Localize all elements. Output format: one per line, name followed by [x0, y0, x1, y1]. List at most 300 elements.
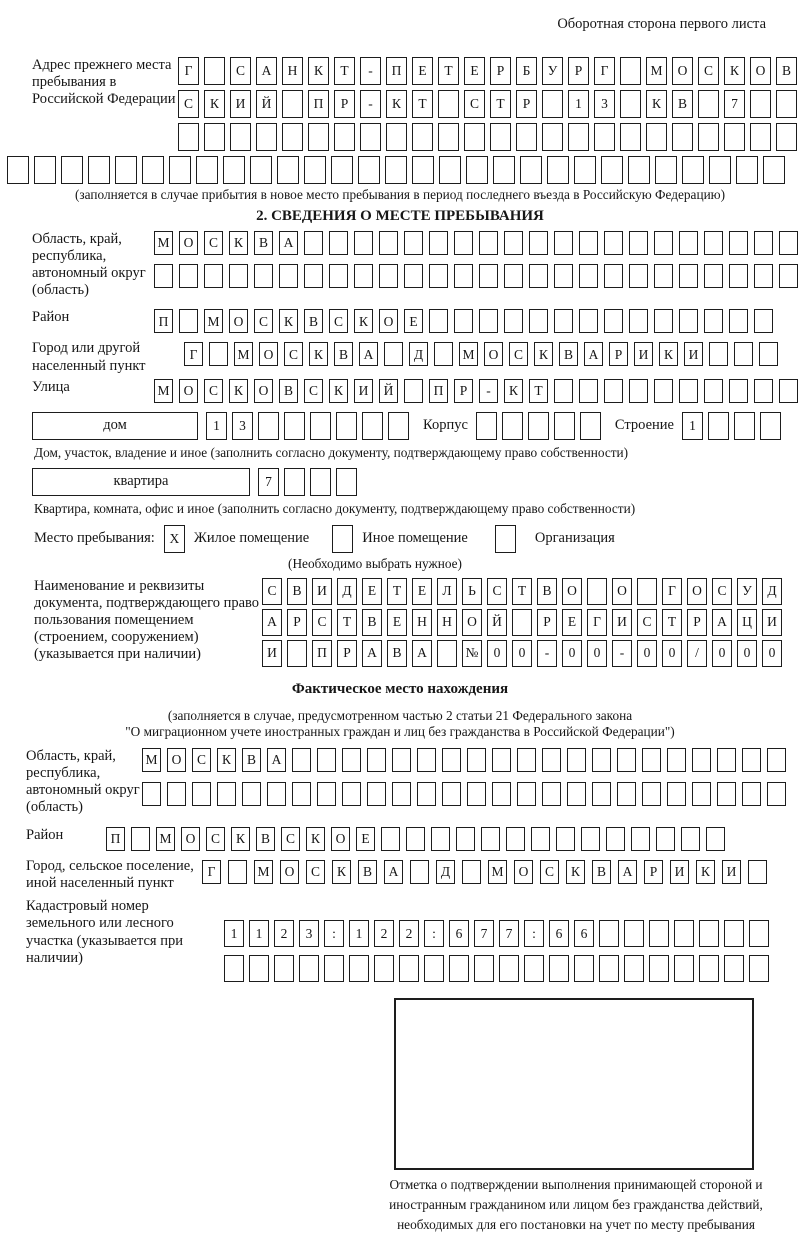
- char-cell[interactable]: [528, 412, 549, 440]
- char-cell[interactable]: М: [154, 231, 173, 255]
- char-cell[interactable]: [649, 955, 669, 982]
- char-cell[interactable]: [466, 156, 488, 184]
- char-cell[interactable]: [674, 955, 694, 982]
- char-cell[interactable]: [424, 955, 444, 982]
- char-cell[interactable]: [154, 264, 173, 288]
- char-cell[interactable]: [654, 264, 673, 288]
- char-cell[interactable]: [442, 748, 461, 772]
- char-cell[interactable]: Д: [337, 578, 357, 605]
- char-cell[interactable]: А: [256, 57, 277, 85]
- char-cell[interactable]: 0: [662, 640, 682, 667]
- char-cell[interactable]: М: [646, 57, 667, 85]
- oblast-row-1[interactable]: [154, 231, 798, 255]
- checkbox-organizatsiya[interactable]: [495, 525, 516, 553]
- char-cell[interactable]: [601, 156, 623, 184]
- char-cell[interactable]: К: [332, 860, 351, 884]
- char-cell[interactable]: М: [142, 748, 161, 772]
- char-cell[interactable]: [579, 264, 598, 288]
- char-cell[interactable]: [631, 827, 650, 851]
- fact-oblast-row-2[interactable]: [142, 782, 786, 806]
- char-cell[interactable]: [358, 156, 380, 184]
- char-cell[interactable]: [654, 309, 673, 333]
- char-cell[interactable]: Н: [437, 609, 457, 636]
- char-cell[interactable]: [679, 231, 698, 255]
- char-cell[interactable]: К: [229, 379, 248, 403]
- char-cell[interactable]: [439, 156, 461, 184]
- char-cell[interactable]: [412, 123, 433, 151]
- char-cell[interactable]: [354, 264, 373, 288]
- char-cell[interactable]: [580, 412, 601, 440]
- char-cell[interactable]: А: [267, 748, 286, 772]
- char-cell[interactable]: Т: [490, 90, 511, 118]
- char-cell[interactable]: [282, 123, 303, 151]
- prev-address-row-3[interactable]: [178, 123, 797, 151]
- char-cell[interactable]: [606, 827, 625, 851]
- char-cell[interactable]: С: [254, 309, 273, 333]
- char-cell[interactable]: [437, 640, 457, 667]
- char-cell[interactable]: Г: [184, 342, 203, 366]
- char-cell[interactable]: Р: [537, 609, 557, 636]
- char-cell[interactable]: [554, 231, 573, 255]
- char-cell[interactable]: О: [167, 748, 186, 772]
- char-cell[interactable]: О: [687, 578, 707, 605]
- char-cell[interactable]: [704, 264, 723, 288]
- char-cell[interactable]: [224, 955, 244, 982]
- char-cell[interactable]: [504, 231, 523, 255]
- char-cell[interactable]: [492, 782, 511, 806]
- char-cell[interactable]: М: [459, 342, 478, 366]
- char-cell[interactable]: [204, 264, 223, 288]
- char-cell[interactable]: [729, 309, 748, 333]
- char-cell[interactable]: П: [429, 379, 448, 403]
- char-cell[interactable]: [299, 955, 319, 982]
- char-cell[interactable]: К: [659, 342, 678, 366]
- char-cell[interactable]: [706, 827, 725, 851]
- char-cell[interactable]: [729, 231, 748, 255]
- char-cell[interactable]: [520, 156, 542, 184]
- char-cell[interactable]: К: [354, 309, 373, 333]
- char-cell[interactable]: С: [262, 578, 282, 605]
- char-cell[interactable]: И: [230, 90, 251, 118]
- char-cell[interactable]: [256, 123, 277, 151]
- dom-cells[interactable]: [206, 412, 409, 440]
- char-cell[interactable]: [334, 123, 355, 151]
- char-cell[interactable]: [417, 748, 436, 772]
- gorod-row[interactable]: [184, 342, 778, 366]
- char-cell[interactable]: [292, 748, 311, 772]
- char-cell[interactable]: [349, 955, 369, 982]
- char-cell[interactable]: [624, 955, 644, 982]
- document-row-1[interactable]: [262, 578, 782, 605]
- char-cell[interactable]: К: [566, 860, 585, 884]
- char-cell[interactable]: С: [312, 609, 332, 636]
- kvartira-cells[interactable]: [258, 468, 357, 496]
- stroenie-cells[interactable]: [682, 412, 781, 440]
- char-cell[interactable]: Й: [487, 609, 507, 636]
- char-cell[interactable]: 0: [637, 640, 657, 667]
- char-cell[interactable]: [724, 955, 744, 982]
- char-cell[interactable]: [679, 309, 698, 333]
- char-cell[interactable]: М: [234, 342, 253, 366]
- char-cell[interactable]: [310, 468, 331, 496]
- char-cell[interactable]: 1: [224, 920, 244, 947]
- char-cell[interactable]: [504, 309, 523, 333]
- char-cell[interactable]: [604, 309, 623, 333]
- ulitsa-row[interactable]: [154, 379, 798, 403]
- char-cell[interactable]: Д: [409, 342, 428, 366]
- char-cell[interactable]: П: [312, 640, 332, 667]
- char-cell[interactable]: Н: [412, 609, 432, 636]
- char-cell[interactable]: В: [592, 860, 611, 884]
- char-cell[interactable]: [192, 782, 211, 806]
- char-cell[interactable]: [604, 231, 623, 255]
- char-cell[interactable]: [381, 827, 400, 851]
- char-cell[interactable]: С: [306, 860, 325, 884]
- char-cell[interactable]: [734, 412, 755, 440]
- char-cell[interactable]: 7: [258, 468, 279, 496]
- char-cell[interactable]: П: [308, 90, 329, 118]
- char-cell[interactable]: В: [254, 231, 273, 255]
- char-cell[interactable]: 6: [449, 920, 469, 947]
- char-cell[interactable]: О: [259, 342, 278, 366]
- char-cell[interactable]: [717, 748, 736, 772]
- char-cell[interactable]: [304, 156, 326, 184]
- char-cell[interactable]: [754, 264, 773, 288]
- char-cell[interactable]: [362, 412, 383, 440]
- char-cell[interactable]: Р: [687, 609, 707, 636]
- char-cell[interactable]: [729, 379, 748, 403]
- char-cell[interactable]: П: [106, 827, 125, 851]
- checkbox-inoe[interactable]: [332, 525, 353, 553]
- char-cell[interactable]: [724, 920, 744, 947]
- rayon-row[interactable]: [154, 309, 773, 333]
- char-cell[interactable]: [354, 231, 373, 255]
- char-cell[interactable]: [404, 264, 423, 288]
- char-cell[interactable]: Г: [202, 860, 221, 884]
- char-cell[interactable]: В: [537, 578, 557, 605]
- char-cell[interactable]: [642, 748, 661, 772]
- char-cell[interactable]: [399, 955, 419, 982]
- char-cell[interactable]: К: [229, 231, 248, 255]
- char-cell[interactable]: С: [204, 379, 223, 403]
- char-cell[interactable]: [554, 309, 573, 333]
- char-cell[interactable]: [308, 123, 329, 151]
- char-cell[interactable]: [779, 379, 798, 403]
- char-cell[interactable]: [284, 412, 305, 440]
- char-cell[interactable]: [292, 782, 311, 806]
- char-cell[interactable]: [629, 231, 648, 255]
- char-cell[interactable]: [493, 156, 515, 184]
- char-cell[interactable]: О: [179, 379, 198, 403]
- char-cell[interactable]: [379, 231, 398, 255]
- char-cell[interactable]: [779, 264, 798, 288]
- char-cell[interactable]: П: [386, 57, 407, 85]
- char-cell[interactable]: [479, 309, 498, 333]
- char-cell[interactable]: [617, 748, 636, 772]
- char-cell[interactable]: М: [154, 379, 173, 403]
- char-cell[interactable]: [620, 90, 641, 118]
- char-cell[interactable]: Р: [568, 57, 589, 85]
- char-cell[interactable]: [209, 342, 228, 366]
- char-cell[interactable]: [742, 782, 761, 806]
- fact-oblast-row-1[interactable]: [142, 748, 786, 772]
- char-cell[interactable]: [629, 264, 648, 288]
- char-cell[interactable]: [230, 123, 251, 151]
- prev-address-row-4[interactable]: [7, 156, 800, 184]
- char-cell[interactable]: [384, 342, 403, 366]
- char-cell[interactable]: [454, 231, 473, 255]
- char-cell[interactable]: Г: [178, 57, 199, 85]
- char-cell[interactable]: [629, 379, 648, 403]
- char-cell[interactable]: Е: [464, 57, 485, 85]
- char-cell[interactable]: [438, 90, 459, 118]
- fact-gorod-row[interactable]: [202, 860, 767, 884]
- char-cell[interactable]: Б: [516, 57, 537, 85]
- fact-rayon-row[interactable]: [106, 827, 725, 851]
- char-cell[interactable]: [656, 827, 675, 851]
- char-cell[interactable]: [279, 264, 298, 288]
- char-cell[interactable]: В: [358, 860, 377, 884]
- char-cell[interactable]: М: [254, 860, 273, 884]
- char-cell[interactable]: Г: [594, 57, 615, 85]
- char-cell[interactable]: К: [217, 748, 236, 772]
- char-cell[interactable]: [767, 748, 786, 772]
- char-cell[interactable]: [438, 123, 459, 151]
- char-cell[interactable]: И: [612, 609, 632, 636]
- char-cell[interactable]: [462, 860, 481, 884]
- char-cell[interactable]: Р: [454, 379, 473, 403]
- char-cell[interactable]: [516, 123, 537, 151]
- char-cell[interactable]: [517, 748, 536, 772]
- char-cell[interactable]: 2: [399, 920, 419, 947]
- char-cell[interactable]: :: [524, 920, 544, 947]
- char-cell[interactable]: Й: [379, 379, 398, 403]
- char-cell[interactable]: [620, 123, 641, 151]
- char-cell[interactable]: Н: [282, 57, 303, 85]
- char-cell[interactable]: [367, 782, 386, 806]
- char-cell[interactable]: [742, 748, 761, 772]
- char-cell[interactable]: С: [712, 578, 732, 605]
- char-cell[interactable]: Л: [437, 578, 457, 605]
- char-cell[interactable]: [431, 827, 450, 851]
- char-cell[interactable]: [329, 231, 348, 255]
- char-cell[interactable]: 6: [549, 920, 569, 947]
- char-cell[interactable]: [412, 156, 434, 184]
- char-cell[interactable]: [258, 412, 279, 440]
- char-cell[interactable]: Т: [412, 90, 433, 118]
- char-cell[interactable]: [599, 955, 619, 982]
- char-cell[interactable]: [649, 920, 669, 947]
- char-cell[interactable]: [379, 264, 398, 288]
- char-cell[interactable]: [310, 412, 331, 440]
- char-cell[interactable]: [374, 955, 394, 982]
- char-cell[interactable]: [367, 748, 386, 772]
- char-cell[interactable]: Р: [609, 342, 628, 366]
- char-cell[interactable]: [254, 264, 273, 288]
- char-cell[interactable]: :: [424, 920, 444, 947]
- char-cell[interactable]: Й: [256, 90, 277, 118]
- char-cell[interactable]: С: [204, 231, 223, 255]
- char-cell[interactable]: [274, 955, 294, 982]
- char-cell[interactable]: [579, 309, 598, 333]
- char-cell[interactable]: [464, 123, 485, 151]
- char-cell[interactable]: С: [637, 609, 657, 636]
- char-cell[interactable]: И: [354, 379, 373, 403]
- char-cell[interactable]: [754, 379, 773, 403]
- char-cell[interactable]: Е: [412, 578, 432, 605]
- char-cell[interactable]: [223, 156, 245, 184]
- char-cell[interactable]: [442, 782, 461, 806]
- char-cell[interactable]: [654, 379, 673, 403]
- char-cell[interactable]: Т: [337, 609, 357, 636]
- char-cell[interactable]: 2: [374, 920, 394, 947]
- char-cell[interactable]: [492, 748, 511, 772]
- char-cell[interactable]: [754, 309, 773, 333]
- char-cell[interactable]: [749, 920, 769, 947]
- char-cell[interactable]: [592, 748, 611, 772]
- char-cell[interactable]: О: [280, 860, 299, 884]
- char-cell[interactable]: [734, 342, 753, 366]
- char-cell[interactable]: [392, 782, 411, 806]
- char-cell[interactable]: [672, 123, 693, 151]
- char-cell[interactable]: К: [329, 379, 348, 403]
- char-cell[interactable]: [604, 379, 623, 403]
- char-cell[interactable]: [699, 920, 719, 947]
- char-cell[interactable]: [579, 379, 598, 403]
- char-cell[interactable]: 7: [474, 920, 494, 947]
- char-cell[interactable]: [709, 156, 731, 184]
- char-cell[interactable]: К: [724, 57, 745, 85]
- char-cell[interactable]: [779, 231, 798, 255]
- char-cell[interactable]: [542, 782, 561, 806]
- char-cell[interactable]: [178, 123, 199, 151]
- char-cell[interactable]: В: [387, 640, 407, 667]
- char-cell[interactable]: /: [687, 640, 707, 667]
- char-cell[interactable]: Т: [512, 578, 532, 605]
- char-cell[interactable]: Р: [287, 609, 307, 636]
- char-cell[interactable]: [554, 264, 573, 288]
- char-cell[interactable]: И: [722, 860, 741, 884]
- char-cell[interactable]: [754, 231, 773, 255]
- char-cell[interactable]: 0: [762, 640, 782, 667]
- char-cell[interactable]: 0: [562, 640, 582, 667]
- char-cell[interactable]: [667, 782, 686, 806]
- char-cell[interactable]: :: [324, 920, 344, 947]
- char-cell[interactable]: [115, 156, 137, 184]
- char-cell[interactable]: [479, 264, 498, 288]
- char-cell[interactable]: №: [462, 640, 482, 667]
- char-cell[interactable]: [749, 955, 769, 982]
- char-cell[interactable]: [531, 827, 550, 851]
- prev-address-row-1[interactable]: [178, 57, 797, 85]
- char-cell[interactable]: [692, 748, 711, 772]
- char-cell[interactable]: А: [359, 342, 378, 366]
- char-cell[interactable]: [249, 955, 269, 982]
- char-cell[interactable]: Е: [404, 309, 423, 333]
- char-cell[interactable]: К: [231, 827, 250, 851]
- char-cell[interactable]: И: [762, 609, 782, 636]
- char-cell[interactable]: О: [750, 57, 771, 85]
- char-cell[interactable]: [388, 412, 409, 440]
- char-cell[interactable]: [229, 264, 248, 288]
- char-cell[interactable]: [681, 827, 700, 851]
- oblast-row-2[interactable]: [154, 264, 798, 288]
- char-cell[interactable]: [282, 90, 303, 118]
- char-cell[interactable]: [317, 782, 336, 806]
- char-cell[interactable]: [217, 782, 236, 806]
- char-cell[interactable]: В: [334, 342, 353, 366]
- char-cell[interactable]: [767, 782, 786, 806]
- char-cell[interactable]: [620, 57, 641, 85]
- char-cell[interactable]: [556, 827, 575, 851]
- char-cell[interactable]: [336, 412, 357, 440]
- char-cell[interactable]: [574, 156, 596, 184]
- char-cell[interactable]: [499, 955, 519, 982]
- char-cell[interactable]: 1: [249, 920, 269, 947]
- char-cell[interactable]: [554, 412, 575, 440]
- char-cell[interactable]: С: [281, 827, 300, 851]
- char-cell[interactable]: [698, 90, 719, 118]
- checkbox-zhiloe[interactable]: X: [164, 525, 185, 553]
- char-cell[interactable]: [642, 782, 661, 806]
- char-cell[interactable]: [449, 955, 469, 982]
- char-cell[interactable]: [617, 782, 636, 806]
- char-cell[interactable]: [404, 379, 423, 403]
- char-cell[interactable]: Р: [516, 90, 537, 118]
- char-cell[interactable]: [506, 827, 525, 851]
- char-cell[interactable]: С: [178, 90, 199, 118]
- char-cell[interactable]: А: [618, 860, 637, 884]
- char-cell[interactable]: [410, 860, 429, 884]
- char-cell[interactable]: 3: [232, 412, 253, 440]
- char-cell[interactable]: К: [696, 860, 715, 884]
- char-cell[interactable]: [329, 264, 348, 288]
- char-cell[interactable]: Е: [362, 578, 382, 605]
- char-cell[interactable]: [776, 123, 797, 151]
- char-cell[interactable]: [406, 827, 425, 851]
- char-cell[interactable]: [517, 782, 536, 806]
- char-cell[interactable]: 7: [724, 90, 745, 118]
- char-cell[interactable]: [284, 468, 305, 496]
- char-cell[interactable]: [167, 782, 186, 806]
- char-cell[interactable]: В: [279, 379, 298, 403]
- char-cell[interactable]: [454, 309, 473, 333]
- char-cell[interactable]: [763, 156, 785, 184]
- char-cell[interactable]: Р: [337, 640, 357, 667]
- char-cell[interactable]: 6: [574, 920, 594, 947]
- char-cell[interactable]: К: [308, 57, 329, 85]
- kadastr-row-1[interactable]: [224, 920, 769, 947]
- char-cell[interactable]: 0: [487, 640, 507, 667]
- char-cell[interactable]: [88, 156, 110, 184]
- char-cell[interactable]: [324, 955, 344, 982]
- char-cell[interactable]: [674, 920, 694, 947]
- char-cell[interactable]: [342, 782, 361, 806]
- char-cell[interactable]: О: [514, 860, 533, 884]
- char-cell[interactable]: [456, 827, 475, 851]
- char-cell[interactable]: [360, 123, 381, 151]
- char-cell[interactable]: [698, 123, 719, 151]
- char-cell[interactable]: [404, 231, 423, 255]
- char-cell[interactable]: [7, 156, 29, 184]
- char-cell[interactable]: [547, 156, 569, 184]
- char-cell[interactable]: [750, 123, 771, 151]
- korpus-cells[interactable]: [476, 412, 601, 440]
- char-cell[interactable]: О: [254, 379, 273, 403]
- char-cell[interactable]: А: [712, 609, 732, 636]
- char-cell[interactable]: [594, 123, 615, 151]
- char-cell[interactable]: М: [204, 309, 223, 333]
